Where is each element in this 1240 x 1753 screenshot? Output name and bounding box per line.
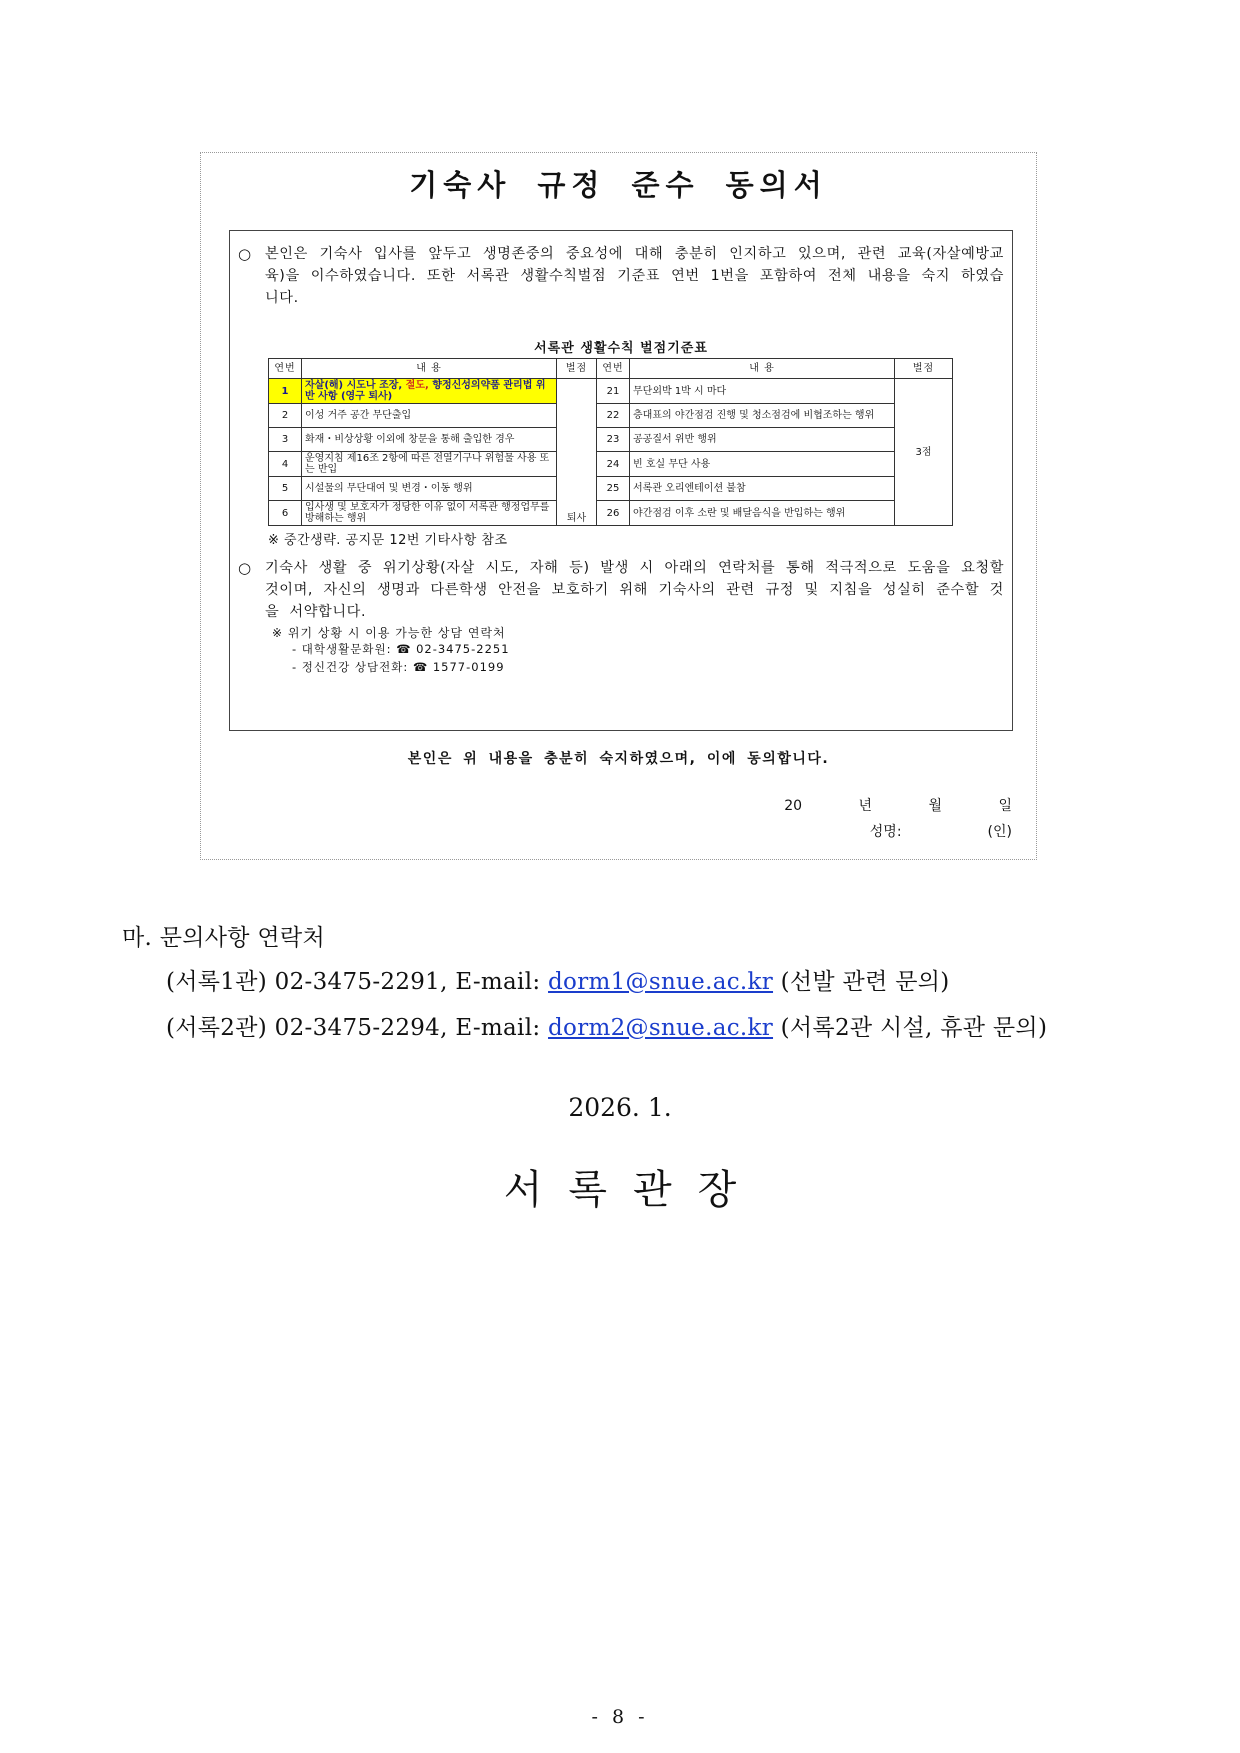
inquiry-heading: 마. 문의사항 연락처 — [122, 925, 325, 951]
signature-label: 성명: — [869, 824, 902, 840]
row-content: 화재・비상상황 이외에 창문을 통해 출입한 경우 — [302, 428, 557, 452]
row-no: 5 — [269, 477, 302, 501]
form-title: 기숙사 규정 준수 동의서 — [409, 168, 828, 202]
penalty-table-title: 서록관 생활수칙 벌점기준표 — [534, 341, 708, 356]
row-content: 빈 호실 무단 사용 — [630, 452, 895, 477]
row-no: 23 — [597, 428, 630, 452]
date-blank-line: 20 년 월 일 — [784, 798, 1012, 814]
row-content: 야간점검 이후 소란 및 배달음식을 반입하는 행위 — [630, 501, 895, 526]
seal-mark: (인) — [987, 824, 1012, 840]
table-row — [269, 501, 953, 526]
table-row — [269, 477, 953, 501]
consent-clause-2: ○ 기숙사 생활 중 위기상황(자살 시도, 자해 등) 발생 시 아래의 연락처를 통해 적극적으로 도움을 요청할 것이며, 자신의 생명과 다른학생 안전을 보호하기 위해 기숙사의 관련 규정 및 지침을 성실히 준수할 것을 서약합니다. — [238, 559, 1004, 620]
issue-date: 2026. 1. — [568, 1093, 672, 1122]
contact-line-dorm1: (서록1관) 02-3475-2291, E-mail: dorm1@snue.ac.kr (선발 관련 문의) — [166, 969, 950, 995]
table-row — [269, 428, 953, 452]
row-no: 6 — [269, 501, 302, 526]
circle-bullet-icon: ○ — [238, 559, 252, 577]
contact-line-dorm2: (서록2관) 02-3475-2294, E-mail: dorm2@snue.ac.kr (서록2관 시설, 휴관 문의) — [166, 1015, 1048, 1041]
table-row — [269, 452, 953, 477]
agreement-statement: 본인은 위 내용을 충분히 숙지하였으며, 이에 동의합니다. — [407, 751, 830, 767]
row-content-highlighted: 자살(해) 시도나 조장, 절도, 향정신성의약품 관리법 위반 사항 (영구 퇴사) — [302, 379, 557, 404]
table-row — [269, 404, 953, 428]
crisis-contact-2: - 정신건강 상담전화: ☎ 1577-0199 — [292, 660, 505, 674]
table-note: ※ 중간생략. 공지문 12번 기타사항 참조 — [268, 533, 508, 548]
form-content-box — [229, 230, 1013, 731]
consent-clause-1: ○ 본인은 기숙사 입사를 앞두고 생명존중의 중요성에 대해 충분히 인지하고 있으며, 관련 교육(자살예방교육)을 이수하였습니다. 또한 서록관 생활수칙벌점 기준표 연번 1번을 포함하여 전체 내용을 숙지 하였습니다. — [238, 245, 1004, 306]
circle-bullet-icon: ○ — [238, 245, 252, 263]
row-content: 운영지침 제16조 2항에 따른 전열기구나 위험물 사용 또는 반입 — [302, 452, 557, 477]
row-no: 3 — [269, 428, 302, 452]
row-no: 22 — [597, 404, 630, 428]
header-no: 연번 — [597, 359, 630, 379]
row-no: 2 — [269, 404, 302, 428]
email-link-dorm2[interactable]: dorm2@snue.ac.kr — [548, 1015, 774, 1041]
row-no: 24 — [597, 452, 630, 477]
row-no: 1 — [269, 379, 302, 404]
table-header-row — [269, 359, 953, 379]
penalty-table — [268, 358, 953, 526]
signature-line — [870, 821, 1012, 841]
header-content: 내 용 — [630, 359, 895, 379]
crisis-contact-heading: ※ 위기 상황 시 이용 가능한 상담 연락처 — [272, 626, 506, 640]
row-content: 층대표의 야간점검 진행 및 청소점검에 비협조하는 행위 — [630, 404, 895, 428]
left-points-cell: 퇴사 — [557, 379, 597, 526]
row-no: 21 — [597, 379, 630, 404]
header-points: 벌점 — [557, 359, 597, 379]
page-number: - 8 - — [591, 1706, 649, 1728]
right-points-cell: 3점 — [895, 379, 953, 526]
row-no: 4 — [269, 452, 302, 477]
email-link-dorm1[interactable]: dorm1@snue.ac.kr — [548, 969, 774, 995]
issuer-name: 서록관장 — [503, 1167, 763, 1213]
row-content: 서록관 오리엔테이션 불참 — [630, 477, 895, 501]
row-content: 입사생 및 보호자가 정당한 이유 없이 서록관 행정업무를 방해하는 행위 — [302, 501, 557, 526]
header-no: 연번 — [269, 359, 302, 379]
header-content: 내 용 — [302, 359, 557, 379]
row-content: 시설물의 무단대여 및 변경・이동 행위 — [302, 477, 557, 501]
row-no: 25 — [597, 477, 630, 501]
header-points: 벌점 — [895, 359, 953, 379]
table-row — [269, 379, 953, 404]
row-no: 26 — [597, 501, 630, 526]
consent-form-image — [200, 152, 1037, 860]
row-content: 공공질서 위반 행위 — [630, 428, 895, 452]
row-content: 무단외박 1박 시 마다 — [630, 379, 895, 404]
row-content: 이성 거주 공간 무단출입 — [302, 404, 557, 428]
crisis-contact-1: - 대학생활문화원: ☎ 02-3475-2251 — [292, 642, 510, 656]
